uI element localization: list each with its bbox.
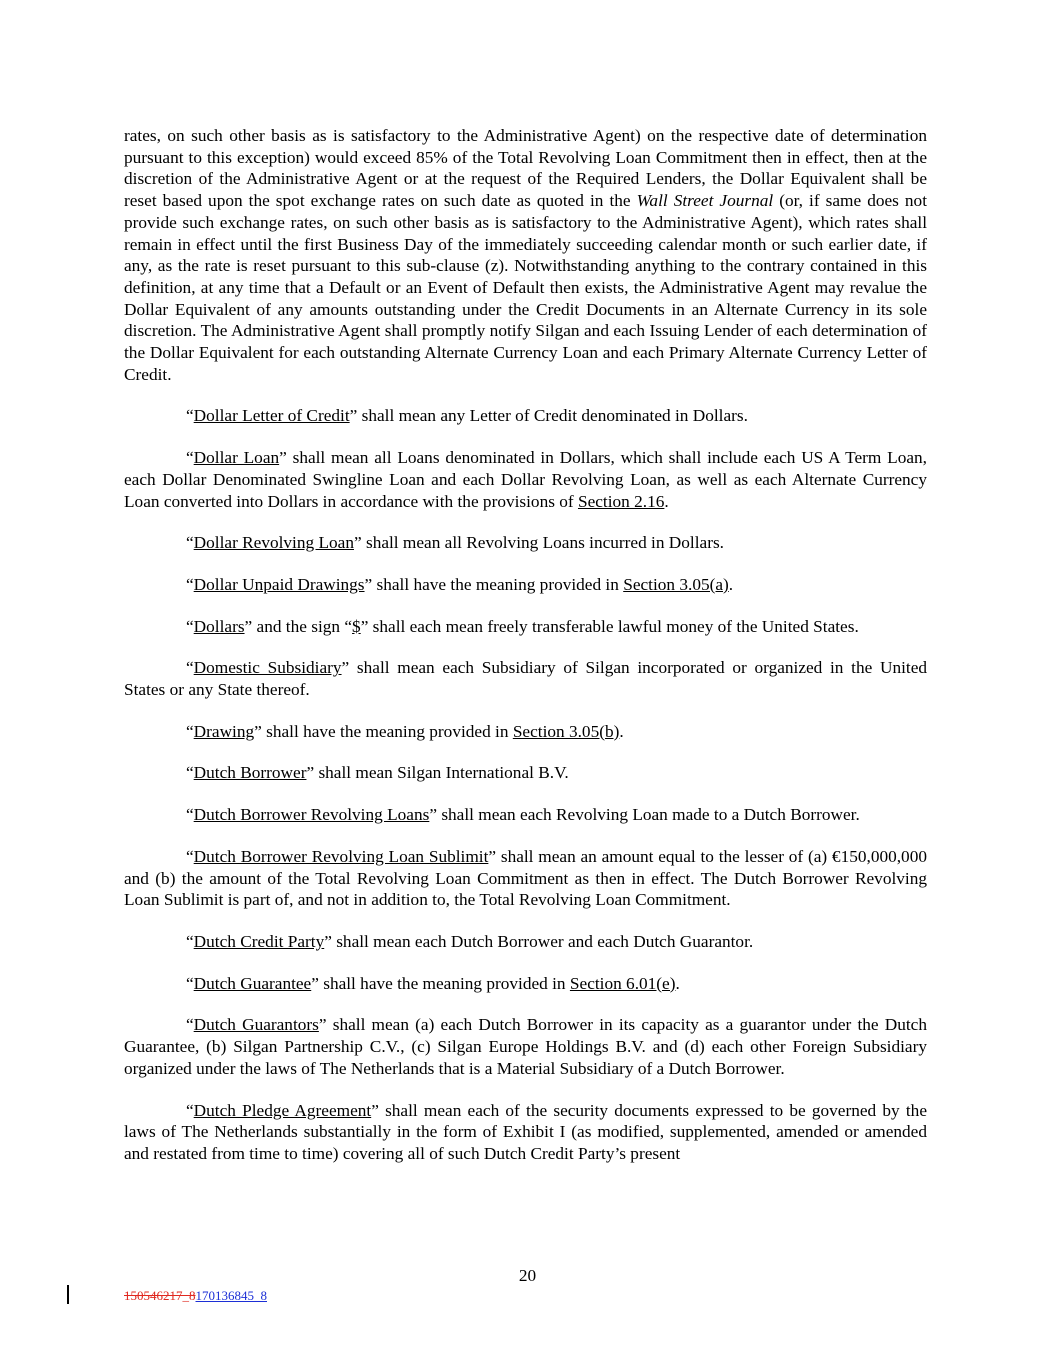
text-run: “ [186,616,194,636]
definition-paragraph [124,447,927,512]
defined-term: Dollar Letter of Credit [193,406,350,426]
document-body [124,125,927,1185]
definition-paragraph [124,574,927,596]
defined-term: Section 3.05(b) [512,721,620,741]
text-run: “ [186,763,194,783]
text-run: “ [186,533,194,553]
document-id-inserted: 170136845_8 [195,1288,267,1303]
text-run: ” shall have the meaning provided in [311,973,570,993]
defined-term: Dutch Guarantee [193,973,312,993]
definition-paragraph [124,1100,927,1165]
definition-paragraph [124,616,927,638]
text-run: ” shall mean each Revolving Loan made to a Dutch Borrower. [429,805,860,825]
text-run: ” shall have the meaning provided in [254,721,513,741]
text-run: “ [186,973,194,993]
defined-term: $ [352,616,361,636]
defined-term: Dutch Guarantors [193,1015,319,1035]
definition-paragraph [124,973,927,995]
defined-term: Section 3.05(a) [623,574,729,594]
text-run: “ [186,1015,194,1035]
text-run: ” shall mean all Loans denominated in Dollars, which shall include each US A Term Loan, each Dollar Denominated Swingline Loan and each Dollar Revolving Loan, as well as each Alternate Currency Loan converted into Dollars in accordance with the provisions of [124,448,927,511]
text-run: ” shall mean each Subsidiary of Silgan incorporated or organized in the United States or any State thereof. [124,658,928,700]
definition-paragraph [124,405,927,427]
defined-term: Dollar Unpaid Drawings [193,574,365,594]
text-run: “ [186,805,194,825]
text-run: . [664,491,669,511]
text-run: “ [186,931,194,951]
page-number: 20 [518,1266,537,1285]
defined-term: Domestic Subsidiary [193,658,342,678]
text-run: (or, if same does not provide such exchange rates, on such other basis as is satisfactory to the Administrative Agent), which rates shall remain in effect until the first Business Day of the immediately succeeding calendar month or such earlier date, if any, as the rate is reset pursuant to this sub-clause (z). Notwithstanding anything to the contrary contained in this definition, at any time that a Default or an Event of Default then exists, the Administrative Agent may revalue the Dollar Equivalent of any amounts outstanding under the Credit Documents in an Alternate Currency in its sole discretion. The Administrative Agent shall promptly notify Silgan and each Issuing Lender of each determination of the Dollar Equivalent for each outstanding Alternate Currency Loan and each Primary Alternate Currency Letter of Credit. [124,191,927,384]
text-run: ” shall mean any Letter of Credit denominated in Dollars. [349,406,748,426]
change-bar [67,1285,69,1304]
text-run: ” shall mean (a) each Dutch Borrower in its capacity as a guarantor under the Dutch Guarantee, (b) Silgan Partnership C.V., (c) Silgan Europe Holdings B.V. and (d) each other Foreign Subsidiary organized under the laws of The Netherlands that is a Material Subsidiary of a Dutch Borrower. [124,1015,927,1078]
definition-paragraph [124,721,927,743]
text-run: ” shall each mean freely transferable lawful money of the United States. [360,616,859,636]
defined-term: Dollar Revolving Loan [193,533,354,553]
text-run: . [728,574,734,594]
defined-term: Dutch Borrower [193,763,307,783]
definition-paragraph [124,532,927,554]
text-run: “ [186,721,194,741]
text-run: ” shall mean an amount equal to the lesser of (a) €150,000,000 and (b) the amount of the Total Revolving Loan Commitment as then in effect. The Dutch Borrower Revolving Loan Sublimit is part of, and not in addition to, the Total Revolving Loan Commitment. [124,846,927,910]
text-run: ” shall mean each of the security documents expressed to be governed by the laws of The Netherlands substantially in the form of Exhibit I (as modified, supplemented, amended or amended and restated from time to time) covering all of such Dutch Credit Party’s present [124,1100,927,1163]
continuation-paragraph [124,125,927,385]
definition-paragraph [124,931,927,953]
defined-term: Dutch Pledge Agreement [193,1100,372,1120]
defined-term: Dollar Loan [193,448,280,468]
text-run: “ [186,658,194,678]
definition-paragraph [124,804,927,826]
text-run: ” shall mean each Dutch Borrower and each Dutch Guarantor. [324,931,754,951]
text-run: rates, on such other basis as is satisfactory to the Administrative Agent) on the respective date of determination pursuant to this exception) would exceed 85% of the Total Revolving Loan Commitment then in effect, then at the discretion of the Administrative Agent or at the request of the Required Lenders, the Dollar Equivalent shall be reset based upon the spot exchange rates on such date as quoted in the [124,126,927,211]
text-run: ” shall have the meaning provided in [364,574,624,594]
defined-term: Drawing [193,721,255,741]
text-run: “ [186,406,194,426]
text-run: “ [186,448,194,468]
definition-paragraph [124,762,927,784]
definition-paragraph [124,1014,927,1079]
defined-term: Dollars [193,616,245,636]
text-run: “ [186,574,194,594]
definition-paragraph [124,657,927,700]
italic-text: Wall Street Journal [636,191,774,211]
text-run: ” shall mean all Revolving Loans incurred in Dollars. [353,533,724,553]
definition-paragraph [124,846,927,911]
text-run: “ [186,1100,194,1120]
document-id-deleted: 150546217_8 [124,1288,196,1303]
defined-term: Section 2.16 [577,491,665,511]
defined-term: Dutch Borrower Revolving Loans [193,805,430,825]
text-run: . [675,973,680,993]
defined-term: Section 6.01(e) [569,973,676,993]
text-run: . [619,721,624,741]
text-run: “ [186,846,194,866]
text-run: ” shall mean Silgan International B.V. [306,763,569,783]
text-run: ” and the sign “ [244,616,353,636]
defined-term: Dutch Credit Party [193,931,325,951]
defined-term: Dutch Borrower Revolving Loan Sublimit [193,846,489,866]
document-id [124,1288,267,1304]
